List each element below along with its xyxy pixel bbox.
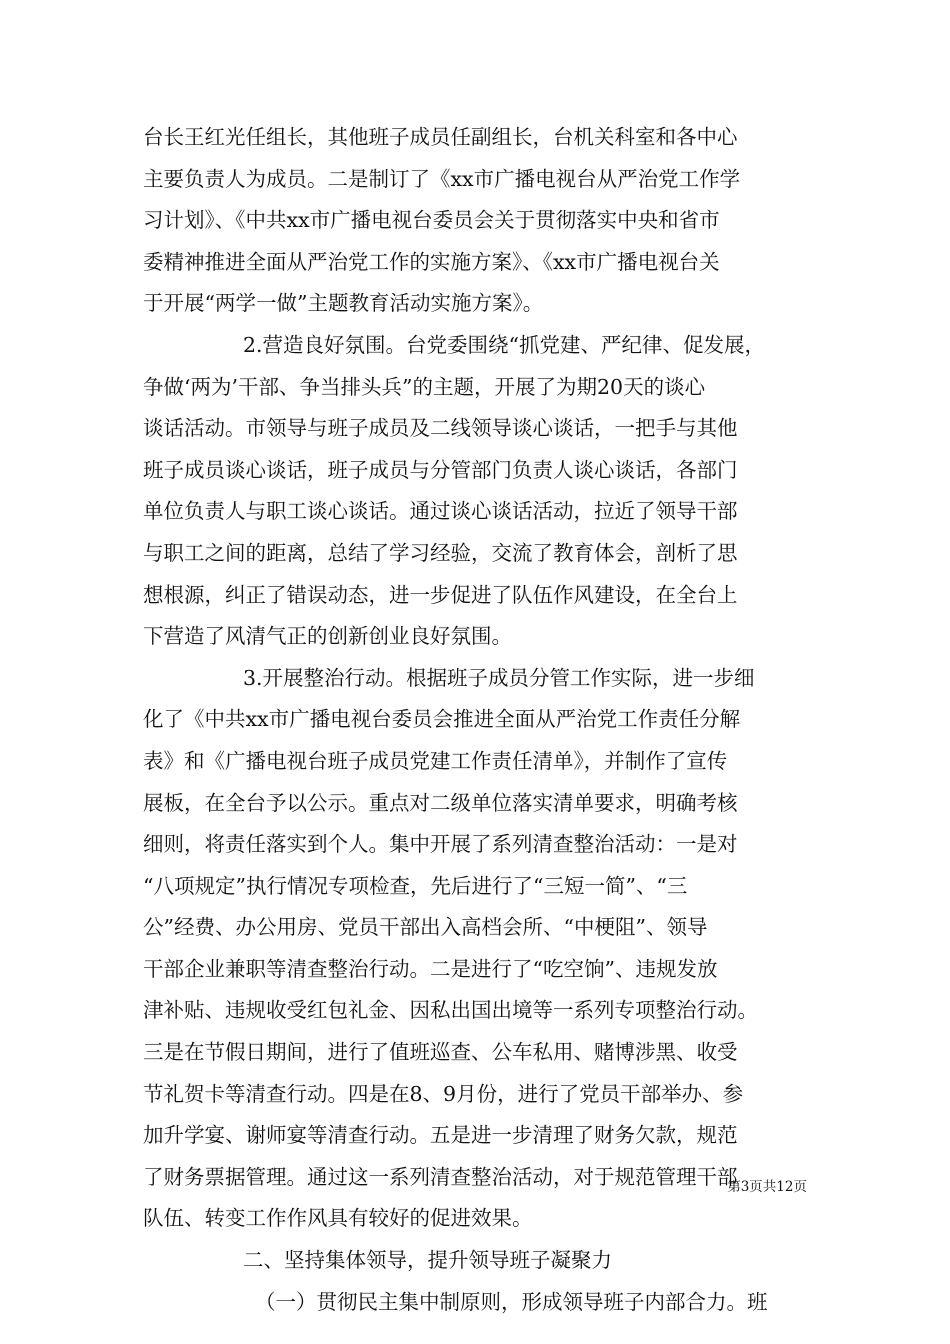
paragraph-3-first-line: 3.开展整治行动。根据班子成员分管工作实际，进一步细	[243, 665, 755, 690]
text-line: 班子成员谈心谈话，班子成员与分管部门负责人谈心谈话，各部门	[143, 457, 738, 482]
text-line: 干部企业兼职等清查整治行动。二是进行了“吃空饷”、违规发放	[143, 956, 718, 981]
text-line: 谈话活动。市领导与班子成员及二线领导谈心谈话，一把手与其他	[143, 416, 738, 441]
text-line: 津补贴、违规收受红包礼金、因私出国出境等一系列专项整治行动。	[143, 998, 758, 1023]
text-line: 展板，在全台予以公示。重点对二级单位落实清单要求，明确考核	[143, 790, 738, 815]
text-line: 想根源，纠正了错误动态，进一步促进了队伍作风建设，在全台上	[143, 582, 738, 607]
text-line: 细则，将责任落实到个人。集中开展了系列清查整治活动：一是对	[143, 832, 738, 857]
text-line: 于开展“两学一做”主题教育活动实施方案》。	[143, 291, 544, 316]
text-line: 队伍、转变工作作风具有较好的促进效果。	[143, 1206, 533, 1231]
text-line: 主要负责人为成员。二是制订了《xx市广播电视台从严治党工作学	[143, 166, 741, 191]
text-line: 台长王红光任组长，其他班子成员任副组长，台机关科室和各中心	[143, 125, 738, 149]
text-line: 三是在节假日期间，进行了值班巡查、公车私用、赌博涉黑、收受	[143, 1040, 738, 1065]
text-line: 表》和《广播电视台班子成员党建工作责任清单》，并制作了宣传	[143, 748, 728, 773]
section-heading: 二、坚持集体领导，提升领导班子凝聚力	[243, 1248, 612, 1273]
text-line: 节礼贺卡等清查行动。四是在8、9月份，进行了党员干部举办、参	[143, 1081, 744, 1106]
text-line: 下营造了风清气正的创新创业良好氛围。	[143, 624, 512, 649]
page-number-footer: 第3页共12页	[727, 1179, 807, 1195]
text-line: 与职工之间的距离，总结了学习经验，交流了教育体会，剖析了思	[143, 540, 738, 565]
paragraph-2-first-line: 2.营造良好氛围。台党委围绕“抓党建、严纪律、促发展，	[243, 332, 766, 357]
text-line: 加升学宴、谢师宴等清查行动。五是进一步清理了财务欠款，规范	[143, 1123, 738, 1148]
text-line: “八项规定”执行情况专项检查，先后进行了“三短一简”、“三	[143, 873, 688, 898]
subsection-first-line: （一）贯彻民主集中制原则，形成领导班子内部合力。班	[255, 1289, 768, 1314]
text-line: 委精神推进全面从严治党工作的实施方案》、《xx市广播电视台关	[143, 249, 720, 274]
body-text	[143, 117, 807, 1323]
text-line: 公”经费、办公用房、党员干部出入高档会所、“中梗阻”、领导	[143, 915, 708, 940]
text-line: 化了《中共xx市广播电视台委员会推进全面从严治党工作责任分解	[143, 707, 741, 732]
text-line: 争做‘两为’干部、争当排头兵”的主题，开展了为期20天的谈心	[143, 374, 706, 399]
text-line: 了财务票据管理。通过这一系列清查整治活动，对于规范管理干部	[143, 1164, 738, 1189]
text-line: 习计划》、《中共xx市广播电视台委员会关于贯彻落实中央和省市	[143, 208, 720, 233]
text-line: 单位负责人与职工谈心谈话。通过谈心谈话活动，拉近了领导干部	[143, 499, 738, 524]
